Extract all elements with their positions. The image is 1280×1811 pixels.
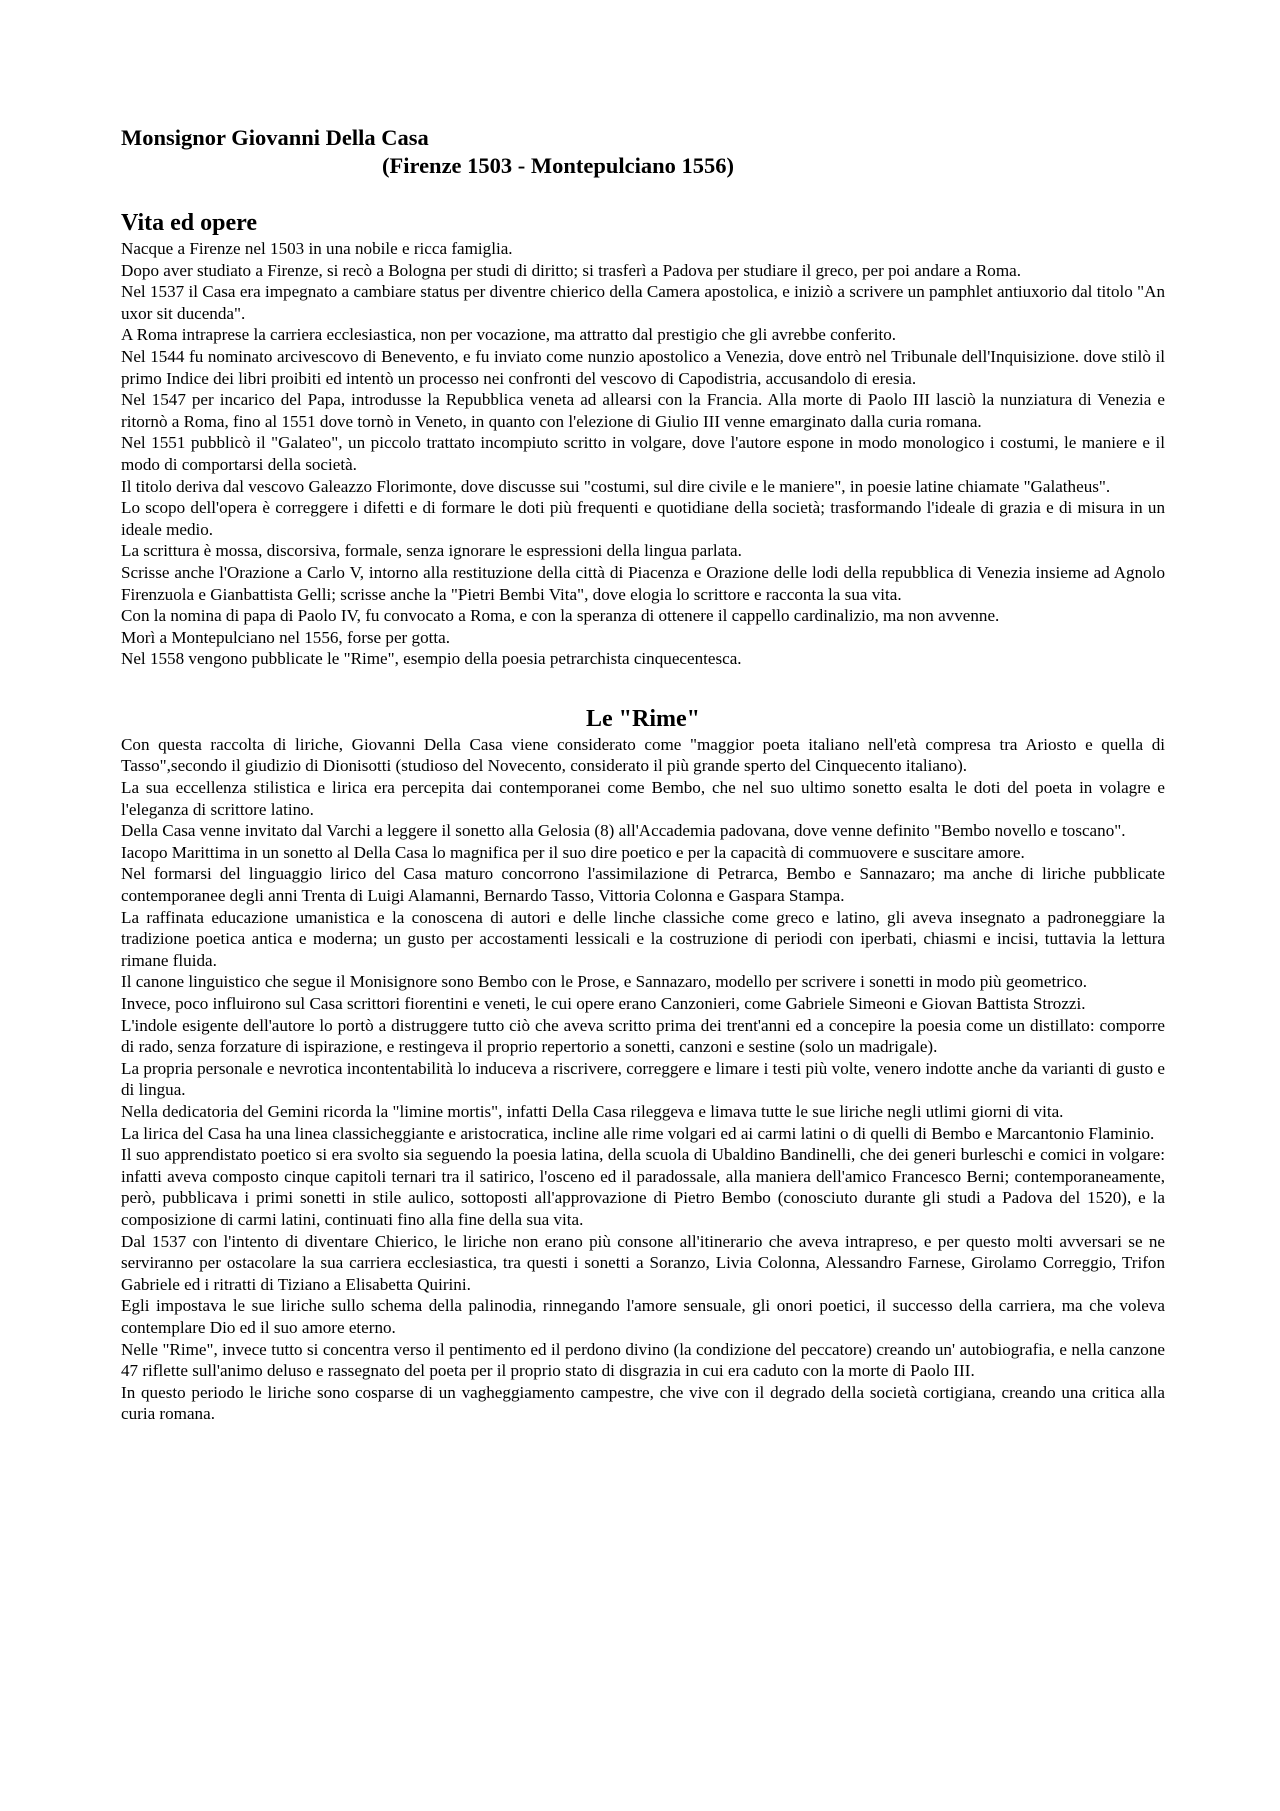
- paragraph: Della Casa venne invitato dal Varchi a leggere il sonetto alla Gelosia (8) all'Accademia padovana, dove venne definito "Bembo novello e toscano".: [121, 821, 1126, 841]
- paragraph: La propria personale e nevrotica incontentabilità lo induceva a riscrivere, correggere e limare i testi più volte, venero indotte anche da varianti di gusto e di lingua.: [121, 1058, 1165, 1100]
- paragraph: Nel 1547 per incarico del Papa, introdusse la Repubblica veneta ad allearsi con la Francia. Alla morte di Paolo III lasciò la nunziatura di Venezia e ritornò a Roma, fino al 1551 dove tornò in Veneto, in quanto con l'elezione di Giulio III venne emarginato dalla curia romana.: [121, 390, 1165, 431]
- paragraph: La raffinata educazione umanistica e la conoscena di autori e delle linche classiche come greco e latino, gli aveva insegnato a padroneggiare la tradizione poetica antica e moderna; un gusto per accostamenti lessicali e la costruzione di periodi con iperbati, chiasmi e incisi, tuttavia la lettura rimane fluida.: [121, 907, 1165, 970]
- paragraph: Lo scopo dell'opera è correggere i difetti e di formare le doti più frequenti e quotidiane della società; trasformando l'ideale di grazia e di misura in un ideale medio.: [121, 498, 1165, 539]
- paragraph: Invece, poco influirono sul Casa scrittori fiorentini e veneti, le cui opere erano Canzonieri, come Gabriele Simeoni e Giovan Battista Strozzi.: [121, 994, 1086, 1013]
- paragraph: A Roma intraprese la carriera ecclesiastica, non per vocazione, ma attratto dal prestigio che gli avrebbe conferito.: [121, 325, 897, 345]
- paragraph: Il suo apprendistato poetico si era svolto sia seguendo la poesia latina, della scuola di Ubaldino Bandinelli, che dei generi burleschi e comici in volgare: infatti aveva composto cinque capitoli ternari tra il satirico, l'osceno ed il paradossale, alla maniera dell'amico Francesco Berni; contemporaneamente, però, pubblicava i primi sonetti in stile aulico, sottoposti all'approvazione di Pietro Bembo (conosciuto durante gli studi a Padova del 1520), e la composizione di carmi latini, continuati fino alla fine della sua vita.: [121, 1145, 1165, 1229]
- paragraph: Nel formarsi del linguaggio lirico del Casa maturo concorrono l'assimilazione di Petrarca, Bembo e Sannazaro; ma anche di liriche pubblicate contemporanee degli anni Trenta di Luigi Alamanni, Bernardo Tasso, Vittoria Colonna e Gaspara Stampa.: [121, 864, 1165, 906]
- section-heading-vita: Vita ed opere: [121, 210, 257, 236]
- section-heading-rime: Le "Rime": [586, 705, 700, 732]
- paragraph: L'indole esigente dell'autore lo portò a distruggere tutto ciò che aveva scritto prima dei trent'anni ed a concepire la poesia come un distillato: comporre di rado, senza forzature di ispirazione, e restingeva il proprio repertorio a sonetti, canzoni e sestine (solo un madrigale).: [121, 1015, 1165, 1057]
- paragraph: Con questa raccolta di liriche, Giovanni Della Casa viene considerato come "maggior poeta italiano nell'età compresa tra Ariosto e quella di Tasso",secondo il giudizio di Dionisotti (studioso del Novecento, considerato il più grande sperto del Cinquecento italiano).: [121, 734, 1165, 776]
- paragraph: Dal 1537 con l'intento di diventare Chierico, le liriche non erano più consone all'itinerario che aveva intrapreso, e per questo molti avversari se ne serviranno per ostacolare la sua carriera ecclesiastica, tra questi i sonetti a Soranzo, Livia Colonna, Alessandro Farnese, Girolamo Correggio, Trifon Gabriele ed i ritratti di Tiziano a Elisabetta Quirini.: [121, 1231, 1165, 1294]
- paragraph: In questo periodo le liriche sono cosparse di un vagheggiamento campestre, che vive con il degrado della società cortigiana, creando una critica alla curia romana.: [121, 1382, 1165, 1424]
- paragraph: Nacque a Firenze nel 1503 in una nobile e ricca famiglia.: [121, 239, 513, 258]
- paragraph: La lirica del Casa ha una linea classicheggiante e aristocratica, incline alle rime volgari ed ai carmi latini o di quelli di Bembo e Marcantonio Flaminio.: [121, 1123, 1155, 1143]
- paragraph: Scrisse anche l'Orazione a Carlo V, intorno alla restituzione della città di Piacenza e Orazione delle lodi della repubblica di Venezia insieme ad Agnolo Firenzuola e Gianbattista Gelli; scrisse anche la "Pietri Bembi Vita", dove elogia lo scrittore e racconta la sua vita.: [121, 562, 1165, 604]
- paragraph: Morì a Montepulciano nel 1556, forse per gotta.: [121, 627, 450, 647]
- paragraph: Il titolo deriva dal vescovo Galeazzo Florimonte, dove discusse sui "costumi, sul dire civile e le maniere", in poesie latine chiamate "Galatheus".: [121, 476, 1111, 496]
- document-subtitle: (Firenze 1503 - Montepulciano 1556): [382, 153, 735, 178]
- paragraph: Egli impostava le sue liriche sullo schema della palinodia, rinnegando l'amore sensuale, gli onori poetici, il successo della carriera, ma che voleva contemplare Dio ed il suo amore eterno.: [121, 1296, 1165, 1337]
- section-rime-body: [121, 734, 1165, 1425]
- paragraph: Con la nomina di papa di Paolo IV, fu convocato a Roma, e con la speranza di ottenere il cappello cardinalizio, ma non avvenne.: [121, 606, 1000, 626]
- section-vita-body: [121, 238, 1165, 670]
- paragraph: La scrittura è mossa, discorsiva, formale, senza ignorare le espressioni della lingua parlata.: [121, 541, 742, 561]
- paragraph: Nel 1544 fu nominato arcivescovo di Benevento, e fu inviato come nunzio apostolico a Venezia, dove entrò nel Tribunale dell'Inquisizione. dove stilò il primo Indice dei libri proibiti ed intentò un processo nei confronti del vescovo di Capodistria, accusandolo di eresia.: [121, 346, 1165, 388]
- paragraph: Nella dedicatoria del Gemini ricorda la "limine mortis", infatti Della Casa rileggeva e limava tutte le sue liriche negli utlimi giorni di vita.: [121, 1101, 1064, 1121]
- paragraph: Nel 1558 vengono pubblicate le "Rime", esempio della poesia petrarchista cinquecentesca.: [121, 649, 742, 669]
- paragraph: Dopo aver studiato a Firenze, si recò a Bologna per studi di diritto; si trasferì a Padova per studiare il greco, per poi andare a Roma.: [121, 260, 1021, 280]
- paragraph: Nel 1551 pubblicò il "Galateo", un piccolo trattato incompiuto scritto in volgare, dove l'autore espone in modo monologico i costumi, le maniere e il modo di comportarsi della società.: [121, 433, 1165, 474]
- paragraph: Il canone linguistico che segue il Monisignore sono Bembo con le Prose, e Sannazaro, modello per scrivere i sonetti in modo più geometrico.: [121, 972, 1088, 992]
- paragraph: Nel 1537 il Casa era impegnato a cambiare status per diventre chierico della Camera apostolica, e iniziò a scrivere un pamphlet antiuxorio dal titolo "An uxor sit ducenda".: [121, 282, 1165, 323]
- document-title: Monsignor Giovanni Della Casa: [121, 125, 429, 150]
- paragraph: La sua eccellenza stilistica e lirica era percepita dai contemporanei come Bembo, che nel suo ultimo sonetto esalta le doti del poeta in volagre e l'eleganza di scrittore latino.: [121, 778, 1165, 819]
- paragraph: Iacopo Marittima in un sonetto al Della Casa lo magnifica per il suo dire poetico e per la capacità di commuovere e suscitare amore.: [121, 842, 1025, 862]
- paragraph: Nelle "Rime", invece tutto si concentra verso il pentimento ed il perdono divino (la condizione del peccatore) creando un' autobiografia, e nella canzone 47 riflette sull'animo deluso e rassegnato del poeta per il proprio stato di disgrazia in cui era caduto con la morte di Paolo III.: [121, 1339, 1165, 1381]
